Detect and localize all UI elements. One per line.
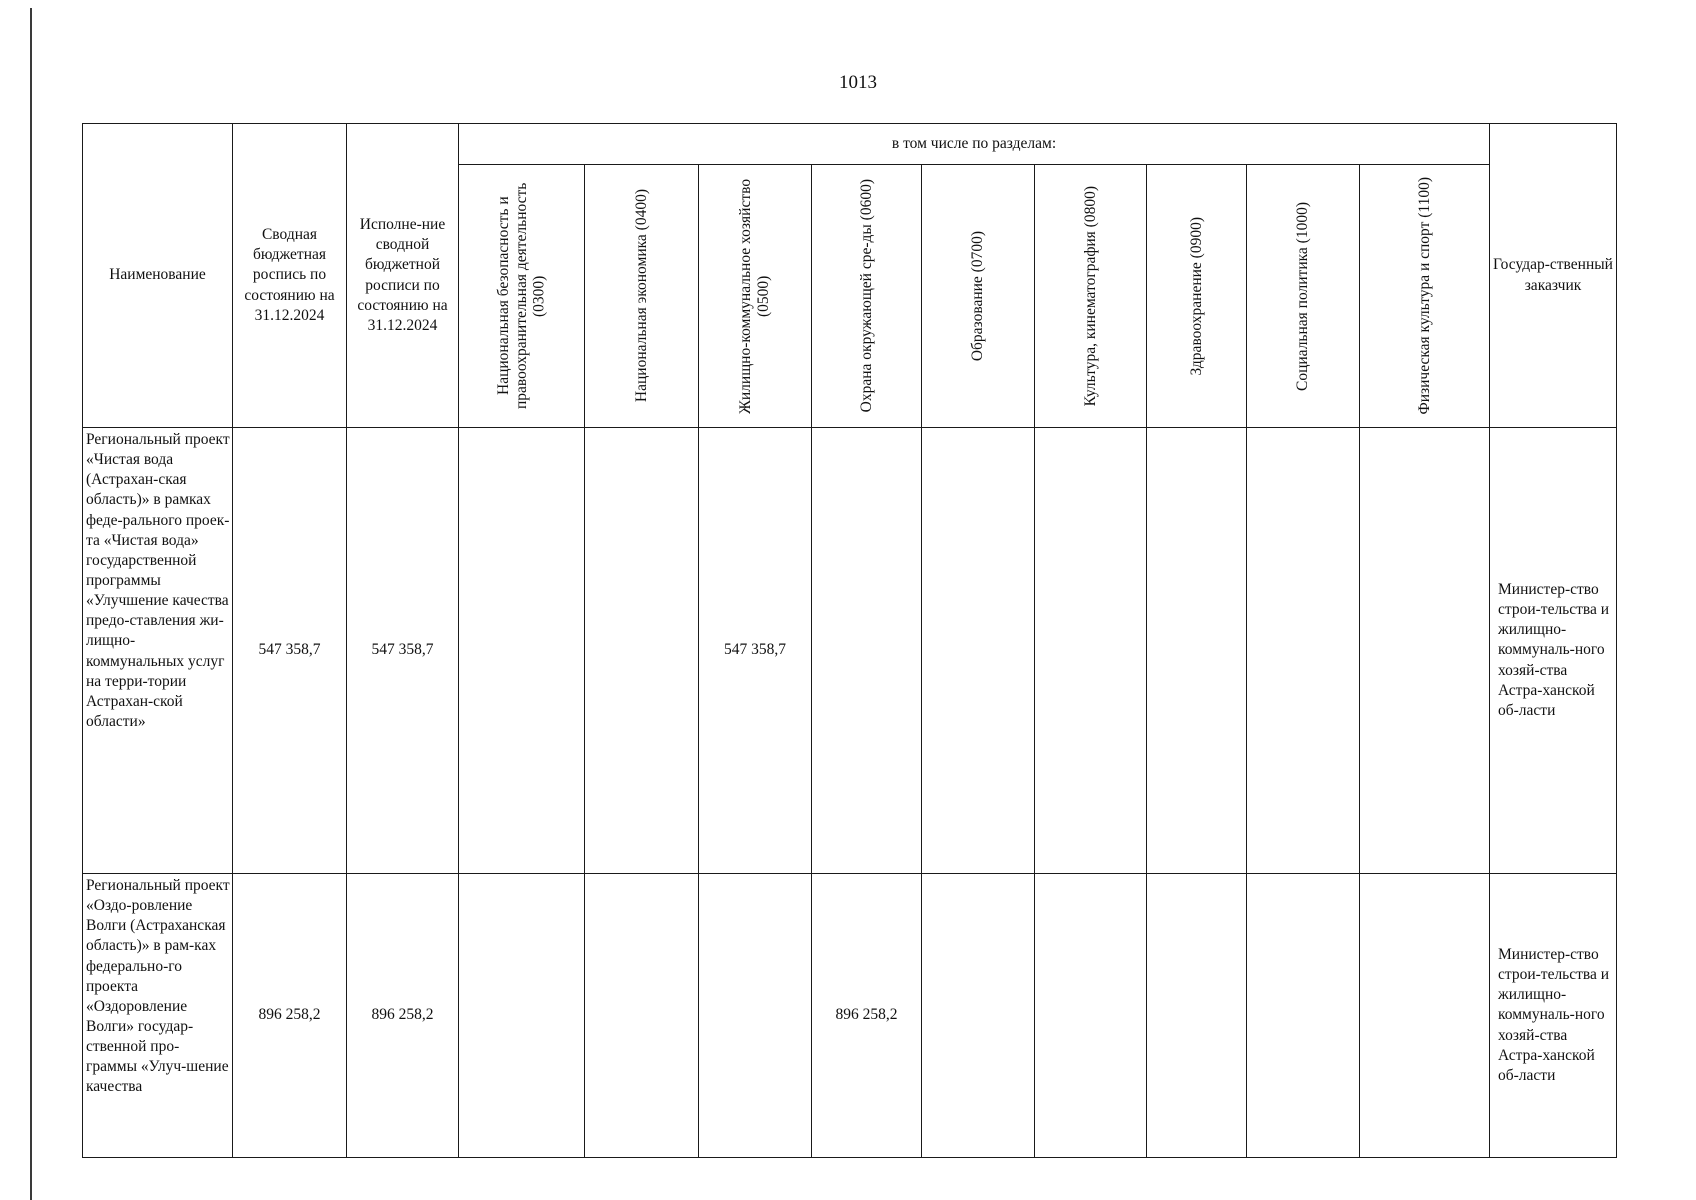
header-section-label: Образование (0700) [969,230,987,362]
row-section-value [922,428,1035,874]
row-section-value [1360,428,1490,874]
row-section-value [585,428,699,874]
header-section-0900 [1147,165,1247,428]
row-section-value [1247,874,1360,1158]
budget-table [82,123,1617,1158]
table-row [83,428,1617,874]
row-name: Региональный проект «Оздо-ровление Волги (Астраханская область)» в рам-ках федерально-го проекта «Оздоровление Волги» государ-ственной про-граммы «Улуч-шение качества [83,874,233,1158]
row-state-customer: Министер-ство строи-тельства и жилищно-коммуналь-ного хозяй-ства Астра-ханской об-ласти [1490,428,1617,874]
row-name: Региональный проект «Чистая вода (Астрахан-ская область)» в рамках феде-рального проек-та «Чистая вода» государственной программы «Улучшение качества предо-ставления жи-лищно-коммунальных услуг на терри-тории Астрахан-ской области» [83,428,233,874]
row-section-value [922,874,1035,1158]
header-section-label: Жилищно-коммунальное хозяйство (0500) [737,178,772,414]
row-section-value [1035,428,1147,874]
header-section-0800 [1035,165,1147,428]
row-state-customer: Министер-ство строи-тельства и жилищно-коммуналь-ного хозяй-ства Астра-ханской об-ласти [1490,874,1617,1158]
header-section-label: Национальная экономика (0400) [632,189,650,403]
header-name: Наименование [83,124,233,428]
header-section-1000 [1247,165,1360,428]
row-section-value [1147,428,1247,874]
header-section-0700 [922,165,1035,428]
row-section-value [812,428,922,874]
header-section-label: Здравоохранение (0900) [1187,216,1205,376]
header-section-label: Национальная безопасность и правоохранительная деятельность (0300) [494,182,548,410]
header-section-0500 [699,165,812,428]
row-consolidated-value: 547 358,7 [233,428,347,874]
header-section-0400 [585,165,699,428]
row-consolidated-value: 896 258,2 [233,874,347,1158]
row-section-value [459,428,585,874]
row-section-value [1035,874,1147,1158]
row-execution-value: 547 358,7 [347,428,459,874]
row-section-value [1247,428,1360,874]
header-section-label: Физическая культура и спорт (1100) [1415,177,1433,415]
header-state-customer: Государ-ственный заказчик [1490,124,1617,428]
row-section-value [699,874,812,1158]
page-number: 1013 [839,72,877,93]
header-section-label: Культура, кинематография (0800) [1081,185,1099,407]
header-section-0300 [459,165,585,428]
row-section-value: 896 258,2 [812,874,922,1158]
header-section-0600 [812,165,922,428]
row-execution-value: 896 258,2 [347,874,459,1158]
header-section-label: Социальная политика (1000) [1294,201,1312,391]
header-consolidated-budget: Сводная бюджетная роспись по состоянию на 31.12.2024 [233,124,347,428]
row-section-value [459,874,585,1158]
row-section-value [1360,874,1490,1158]
header-section-label: Охрана окружающей сре-ды (0600) [857,179,875,413]
header-sections-group: в том числе по разделам: [459,124,1490,165]
table-row [83,874,1617,1158]
page-margin-rule [30,8,32,1200]
row-section-value [1147,874,1247,1158]
row-section-value [585,874,699,1158]
header-section-1100 [1360,165,1490,428]
row-section-value: 547 358,7 [699,428,812,874]
header-budget-execution: Исполне-ние сводной бюджетной росписи по состоянию на 31.12.2024 [347,124,459,428]
